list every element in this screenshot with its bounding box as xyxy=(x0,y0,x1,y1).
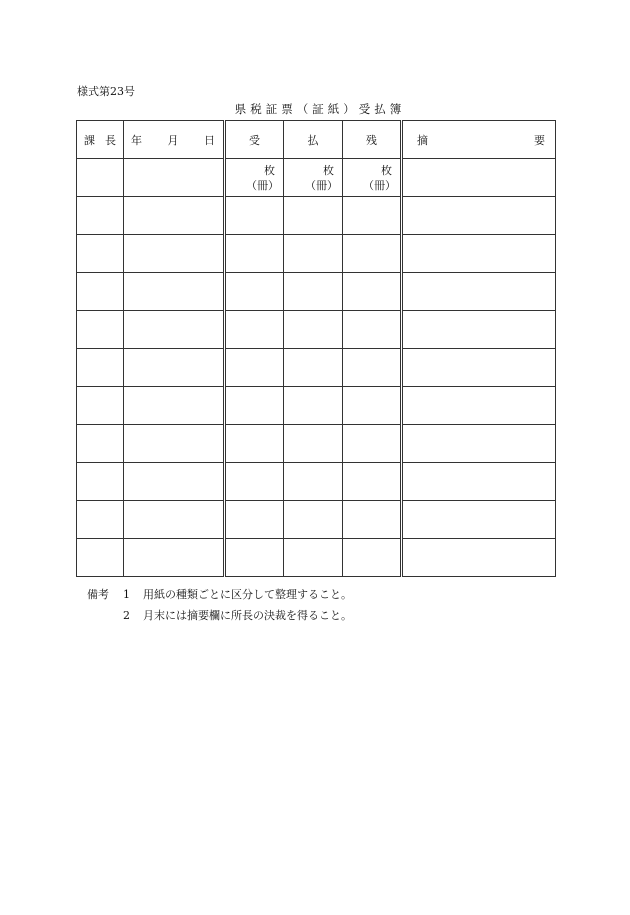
unit-sheet: 枚 xyxy=(323,163,334,177)
table-cell xyxy=(77,425,124,463)
table-cell xyxy=(343,349,402,387)
note-text: 月末には摘要欄に所長の決裁を得ること。 xyxy=(143,609,352,622)
table-cell xyxy=(284,539,343,577)
table-cell xyxy=(77,463,124,501)
date-header xyxy=(124,121,225,159)
table-cell xyxy=(77,197,124,235)
month-label: 月 xyxy=(167,133,179,147)
table-cell xyxy=(343,387,402,425)
unit-sheet: 枚 xyxy=(264,163,275,177)
header-row xyxy=(77,121,556,159)
note-line xyxy=(87,584,352,605)
table-cell xyxy=(402,501,556,539)
table-cell xyxy=(225,311,284,349)
ledger-row xyxy=(77,349,556,387)
balance-header: 残 xyxy=(343,121,402,159)
table-cell xyxy=(284,349,343,387)
table-cell xyxy=(77,387,124,425)
table-cell xyxy=(343,273,402,311)
ledger-row xyxy=(77,311,556,349)
note-line xyxy=(87,605,352,626)
unit-volume: （冊） xyxy=(363,178,396,192)
notes-label: 備考 xyxy=(87,588,109,601)
table-cell xyxy=(225,235,284,273)
table-cell xyxy=(402,235,556,273)
table-cell xyxy=(343,539,402,577)
table-cell xyxy=(343,501,402,539)
table-cell xyxy=(225,349,284,387)
year-label: 年 xyxy=(131,133,142,147)
day-label: 日 xyxy=(204,133,215,147)
chief-header xyxy=(77,121,124,159)
ledger-row xyxy=(77,273,556,311)
table-cell xyxy=(343,197,402,235)
table-cell xyxy=(124,349,225,387)
notes xyxy=(87,584,352,626)
unit-sheet: 枚 xyxy=(381,163,392,177)
table-cell xyxy=(124,539,225,577)
table-cell xyxy=(343,311,402,349)
note-number: 1 xyxy=(123,588,130,601)
table-cell xyxy=(124,273,225,311)
head-label: 長 xyxy=(105,133,116,147)
ledger-table xyxy=(76,120,556,577)
table-cell xyxy=(124,501,225,539)
table-cell xyxy=(124,463,225,501)
ledger-row xyxy=(77,197,556,235)
table-cell xyxy=(284,235,343,273)
table-cell xyxy=(77,235,124,273)
table-cell xyxy=(77,159,124,197)
paid-unit xyxy=(284,159,343,197)
table-cell xyxy=(402,349,556,387)
table-cell xyxy=(77,311,124,349)
table-cell xyxy=(225,463,284,501)
summary-label-b: 要 xyxy=(534,133,545,147)
table-cell xyxy=(77,273,124,311)
table-cell xyxy=(402,273,556,311)
table-cell xyxy=(284,501,343,539)
ledger-row xyxy=(77,387,556,425)
table-cell xyxy=(225,197,284,235)
chief-label: 課 xyxy=(84,133,95,147)
table-cell xyxy=(124,159,225,197)
received-header: 受 xyxy=(225,121,284,159)
note-number: 2 xyxy=(123,609,130,622)
unit-volume: （冊） xyxy=(246,178,279,192)
ledger-row xyxy=(77,501,556,539)
table-cell xyxy=(225,539,284,577)
received-unit xyxy=(225,159,284,197)
table-cell xyxy=(402,159,556,197)
unit-volume: （冊） xyxy=(305,178,338,192)
table-cell xyxy=(284,273,343,311)
summary-label-a: 摘 xyxy=(417,133,428,147)
table-cell xyxy=(402,463,556,501)
table-cell xyxy=(225,425,284,463)
table-cell xyxy=(225,387,284,425)
table-cell xyxy=(124,197,225,235)
table-cell xyxy=(225,501,284,539)
ledger-row xyxy=(77,463,556,501)
table-cell xyxy=(284,425,343,463)
table-cell xyxy=(284,197,343,235)
ledger-row xyxy=(77,539,556,577)
table-cell xyxy=(77,349,124,387)
table-cell xyxy=(124,235,225,273)
paid-header: 払 xyxy=(284,121,343,159)
table-cell xyxy=(343,463,402,501)
summary-header xyxy=(402,121,556,159)
table-cell xyxy=(402,539,556,577)
balance-unit xyxy=(343,159,402,197)
table-cell xyxy=(402,197,556,235)
table-cell xyxy=(343,425,402,463)
table-cell xyxy=(284,311,343,349)
table-cell xyxy=(77,501,124,539)
table-cell xyxy=(402,425,556,463)
table-cell xyxy=(284,463,343,501)
table-cell xyxy=(343,235,402,273)
form-number: 様式第23号 xyxy=(77,85,135,98)
table-cell xyxy=(402,387,556,425)
table-cell xyxy=(124,311,225,349)
table-cell xyxy=(77,539,124,577)
ledger-title: 県税証票（証紙）受払簿 xyxy=(234,102,406,116)
table-cell xyxy=(284,387,343,425)
unit-row xyxy=(77,159,556,197)
ledger-row xyxy=(77,235,556,273)
table-cell xyxy=(124,425,225,463)
table-cell xyxy=(402,311,556,349)
table-cell xyxy=(124,387,225,425)
ledger-row xyxy=(77,425,556,463)
table-cell xyxy=(225,273,284,311)
note-text: 用紙の種類ごとに区分して整理すること。 xyxy=(143,588,352,601)
